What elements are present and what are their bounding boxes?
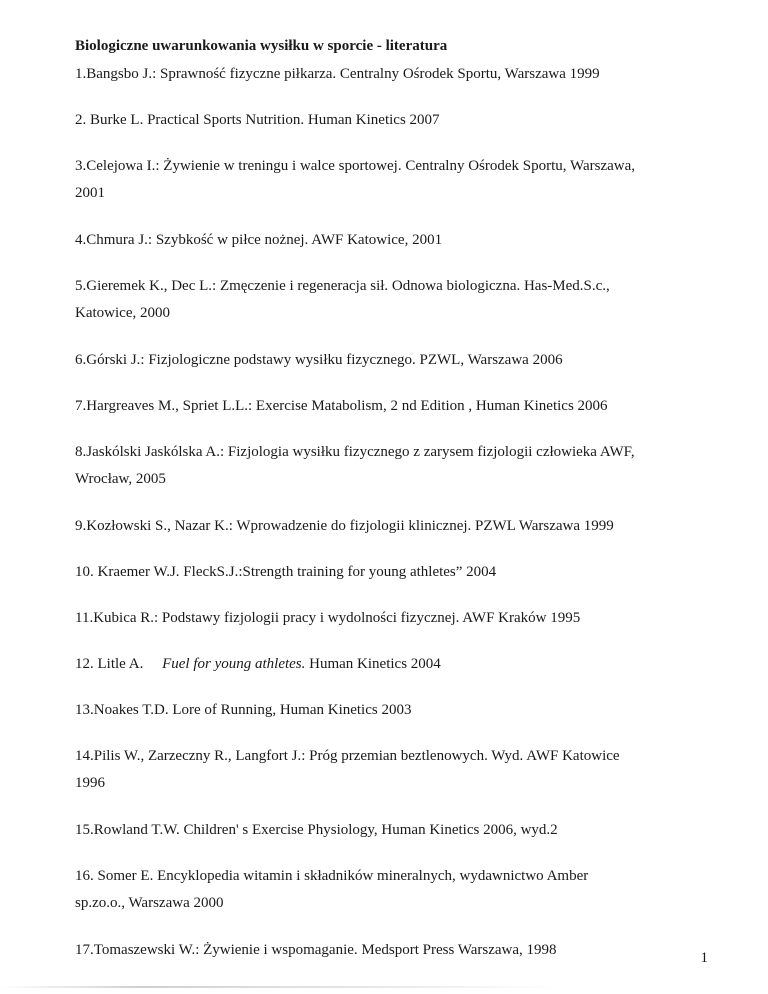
reference-line: 7.Hargreaves M., Spriet L.L.: Exercise Matabolism, 2 nd Edition , Human Kinetics 2006 (75, 398, 608, 414)
reference-line: 3.Celejowa I.: Żywienie w treningu i walce sportowej. Centralny Ośrodek Sportu, Warszawa, (75, 158, 636, 174)
reference-line: Katowice, 2000 (75, 305, 170, 321)
reference-line: 1.Bangsbo J.: Sprawność fizyczne piłkarza. Centralny Ośrodek Sportu, Warszawa 1999 (75, 66, 600, 82)
reference-publisher: Human Kinetics 2004 (305, 656, 441, 672)
reference-line: 15.Rowland T.W. Children' s Exercise Physiology, Human Kinetics 2006, wyd.2 (75, 822, 558, 838)
reference-item (75, 605, 705, 632)
reference-item (75, 153, 705, 207)
reference-item (75, 937, 705, 964)
reference-line: 11.Kubica R.: Podstawy fizjologii pracy i wydolności fizycznej. AWF Kraków 1995 (75, 610, 581, 626)
reference-item (75, 439, 705, 493)
reference-line: 13.Noakes T.D. Lore of Running, Human Kinetics 2003 (75, 702, 412, 718)
reference-line: 10. Kraemer W.J. FleckS.J.:Strength training for young athletes” 2004 (75, 564, 497, 580)
reference-line: 16. Somer E. Encyklopedia witamin i składników mineralnych, wydawnictwo Amber (75, 868, 589, 884)
reference-line: Wrocław, 2005 (75, 471, 166, 487)
reference-line: 8.Jaskólski Jaskólska A.: Fizjologia wysiłku fizycznego z zarysem fizjologii człowieka AWF, (75, 444, 635, 460)
reference-author: 12. Litle A. (75, 656, 144, 672)
reference-line: 5.Gieremek K., Dec L.: Zmęczenie i regeneracja sił. Odnowa biologiczna. Has-Med.S.c., (75, 278, 610, 294)
reference-item (75, 273, 705, 327)
reference-line (75, 651, 705, 678)
reference-line: 6.Górski J.: Fizjologiczne podstawy wysiłku fizycznego. PZWL, Warszawa 2006 (75, 352, 563, 368)
reference-item (75, 817, 705, 844)
reference-line: 1996 (75, 775, 105, 791)
reference-item (75, 227, 705, 254)
reference-item (75, 559, 705, 586)
reference-item (75, 393, 705, 420)
reference-item (75, 61, 705, 88)
scan-artifact-line (0, 986, 560, 988)
reference-item (75, 651, 705, 678)
reference-book-title: Fuel for young athletes. (162, 656, 306, 672)
reference-line: 17.Tomaszewski W.: Żywienie i wspomaganie. Medsport Press Warszawa, 1998 (75, 942, 557, 958)
reference-line: 9.Kozłowski S., Nazar K.: Wprowadzenie do fizjologii klinicznej. PZWL Warszawa 1999 (75, 518, 614, 534)
reference-line: 2001 (75, 185, 105, 201)
reference-item (75, 107, 705, 134)
reference-item (75, 863, 705, 917)
reference-line: 2. Burke L. Practical Sports Nutrition. Human Kinetics 2007 (75, 112, 440, 128)
reference-line: sp.zo.o., Warszawa 2000 (75, 895, 224, 911)
document-title: Biologiczne uwarunkowania wysiłku w sporcie - literatura (75, 38, 448, 54)
page-number: 1 (700, 950, 708, 966)
reference-item (75, 697, 705, 724)
reference-line: 4.Chmura J.: Szybkość w piłce nożnej. AWF Katowice, 2001 (75, 232, 443, 248)
reference-line: 14.Pilis W., Zarzeczny R., Langfort J.: Próg przemian beztlenowych. Wyd. AWF Katowice (75, 748, 620, 764)
reference-item (75, 743, 705, 797)
reference-item (75, 513, 705, 540)
reference-item (75, 347, 705, 374)
